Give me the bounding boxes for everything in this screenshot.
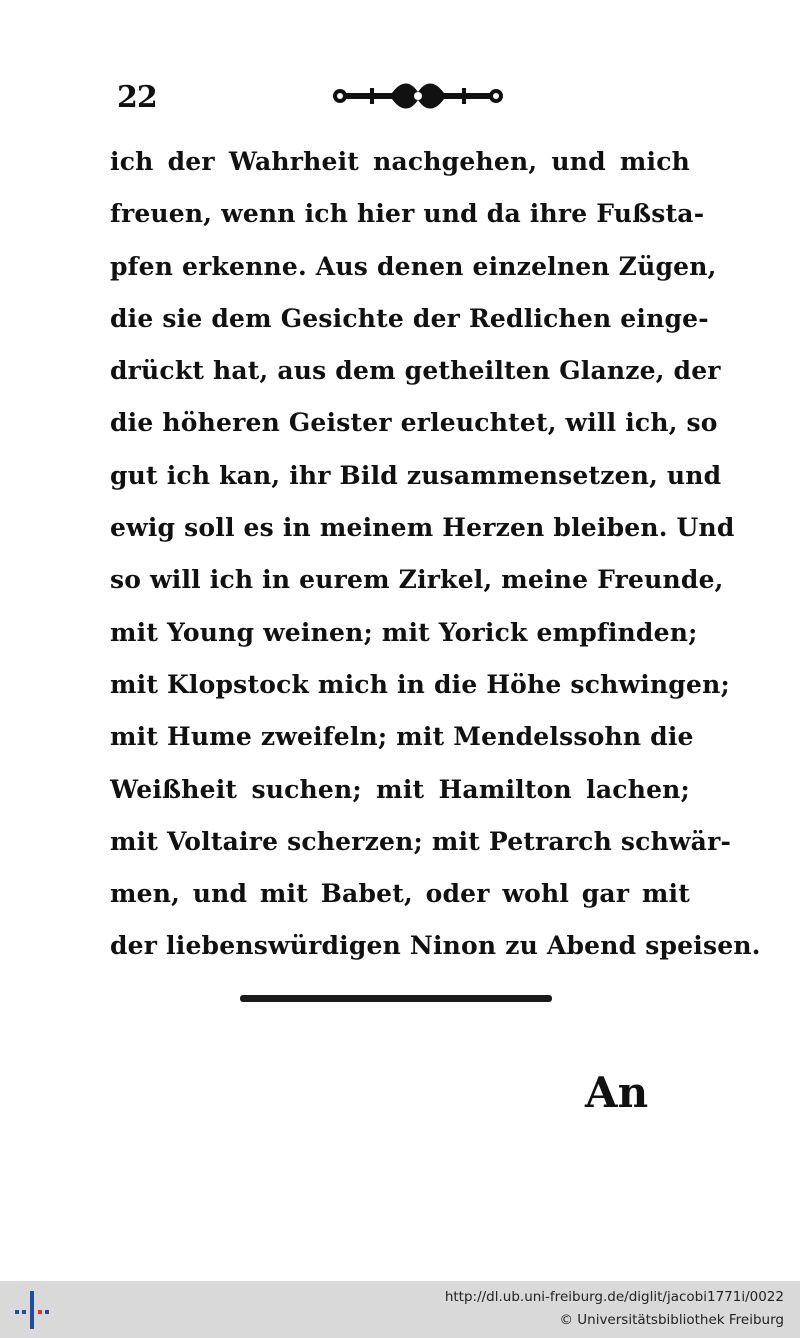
text-line: mit Voltaire scherzen; mit Petrarch schwär- [110, 826, 732, 856]
catchword: An [585, 1068, 649, 1117]
decorative-ornament-icon [330, 78, 506, 114]
text-line: der liebenswürdigen Ninon zu Abend speisen. [110, 931, 761, 961]
permalink-url[interactable]: http://dl.ub.uni-freiburg.de/diglit/jacobi1771i/0022 [444, 1289, 784, 1305]
text-line: men, und mit Babet, oder wohl gar mit [110, 879, 690, 909]
text-line: die sie dem Gesichte der Redlichen einge- [110, 303, 709, 333]
ub-freiburg-logo-icon[interactable] [15, 1289, 51, 1331]
text-line: mit Klopstock mich in die Höhe schwingen; [110, 669, 730, 699]
text-line: so will ich in eurem Zirkel, meine Freunde, [110, 565, 724, 595]
copyright-text: © Universitätsbibliothek Freiburg [559, 1312, 784, 1328]
footer-bar [0, 1281, 800, 1338]
text-line: Weißheit suchen; mit Hamilton lachen; [110, 774, 690, 804]
text-line: die höheren Geister erleuchtet, will ich, so [110, 408, 718, 438]
text-line: gut ich kan, ihr Bild zusammensetzen, und [110, 460, 722, 490]
body-text [110, 136, 761, 973]
text-line: pfen erkenne. Aus denen einzelnen Zügen, [110, 251, 717, 281]
text-line: mit Young weinen; mit Yorick empfinden; [110, 617, 698, 647]
text-line: ich der Wahrheit nachgehen, und mich [110, 147, 690, 176]
text-line: ewig soll es in meinem Herzen bleiben. Und [110, 513, 735, 543]
text-line: freuen, wenn ich hier und da ihre Fußsta- [110, 199, 705, 229]
text-line: mit Hume zweifeln; mit Mendelssohn die [110, 722, 694, 752]
page-number: 22 [117, 80, 157, 115]
text-line: drückt hat, aus dem getheilten Glanze, der [110, 356, 721, 386]
section-divider [240, 995, 552, 1002]
